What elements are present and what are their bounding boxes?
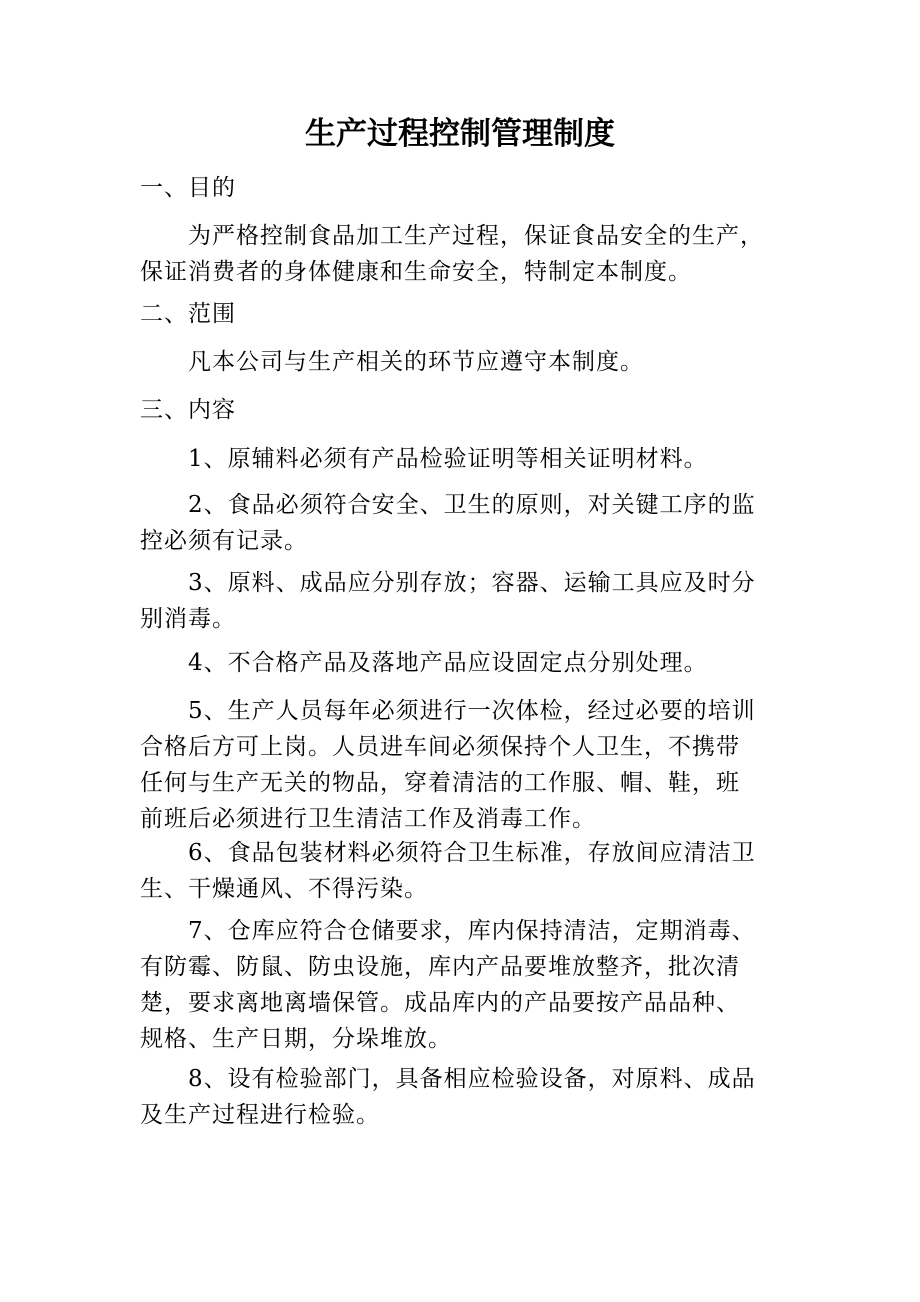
document-title: 生产过程控制管理制度 xyxy=(305,116,615,152)
paragraph-line: 楚，要求离地离墙保管。成品库内的产品要按产品品种、 xyxy=(140,990,740,1016)
paragraph-line: 6、食品包装材料必须符合卫生标准，存放间应清洁卫 xyxy=(188,840,756,866)
paragraph-line: 1、原辅料必须有产品检验证明等相关证明材料。 xyxy=(188,446,708,472)
section-paragraph-scope xyxy=(140,344,780,380)
paragraph-line: 为严格控制食品加工生产过程，保证食品安全的生产， xyxy=(188,223,764,249)
paragraph-line: 合格后方可上岗。人员进车间必须保持个人卫生，不携带 xyxy=(140,734,740,760)
paragraph-line: 4、不合格产品及落地产品应设固定点分别处理。 xyxy=(188,650,708,676)
paragraph-line: 规格、生产日期，分垛堆放。 xyxy=(140,1026,452,1052)
content-item-4 xyxy=(140,645,780,681)
paragraph-line: 3、原料、成品应分别存放；容器、运输工具应及时分 xyxy=(188,570,756,596)
paragraph-line: 任何与生产无关的物品，穿着清洁的工作服、帽、鞋，班 xyxy=(140,770,740,796)
content-item-2 xyxy=(140,487,780,559)
content-item-3 xyxy=(140,565,780,637)
section-heading-scope: 二、范围 xyxy=(140,301,236,327)
paragraph-line: 控必须有记录。 xyxy=(140,528,308,554)
content-item-5 xyxy=(140,693,780,837)
content-item-8 xyxy=(140,1061,780,1133)
content-item-7 xyxy=(140,913,780,1057)
paragraph-line: 8、设有检验部门，具备相应检验设备，对原料、成品 xyxy=(188,1066,756,1092)
paragraph-line: 5、生产人员每年必须进行一次体检，经过必要的培训 xyxy=(188,698,756,724)
paragraph-line: 凡本公司与生产相关的环节应遵守本制度。 xyxy=(188,349,644,375)
section-heading-content: 三、内容 xyxy=(140,397,236,423)
paragraph-line: 有防霉、防鼠、防虫设施，库内产品要堆放整齐，批次清 xyxy=(140,954,740,980)
section-paragraph-purpose xyxy=(140,218,780,290)
paragraph-line: 及生产过程进行检验。 xyxy=(140,1102,380,1128)
paragraph-line: 别消毒。 xyxy=(140,606,236,632)
content-item-1 xyxy=(140,441,780,477)
paragraph-line: 生、干燥通风、不得污染。 xyxy=(140,876,428,902)
paragraph-line: 2、食品必须符合安全、卫生的原则，对关键工序的监 xyxy=(188,492,756,518)
paragraph-line: 7、仓库应符合仓储要求，库内保持清洁，定期消毒、 xyxy=(188,918,756,944)
section-heading-purpose: 一、目的 xyxy=(140,175,236,201)
content-item-6 xyxy=(140,835,780,907)
paragraph-line: 前班后必须进行卫生清洁工作及消毒工作。 xyxy=(140,806,596,832)
paragraph-line: 保证消费者的身体健康和生命安全，特制定本制度。 xyxy=(140,259,692,285)
